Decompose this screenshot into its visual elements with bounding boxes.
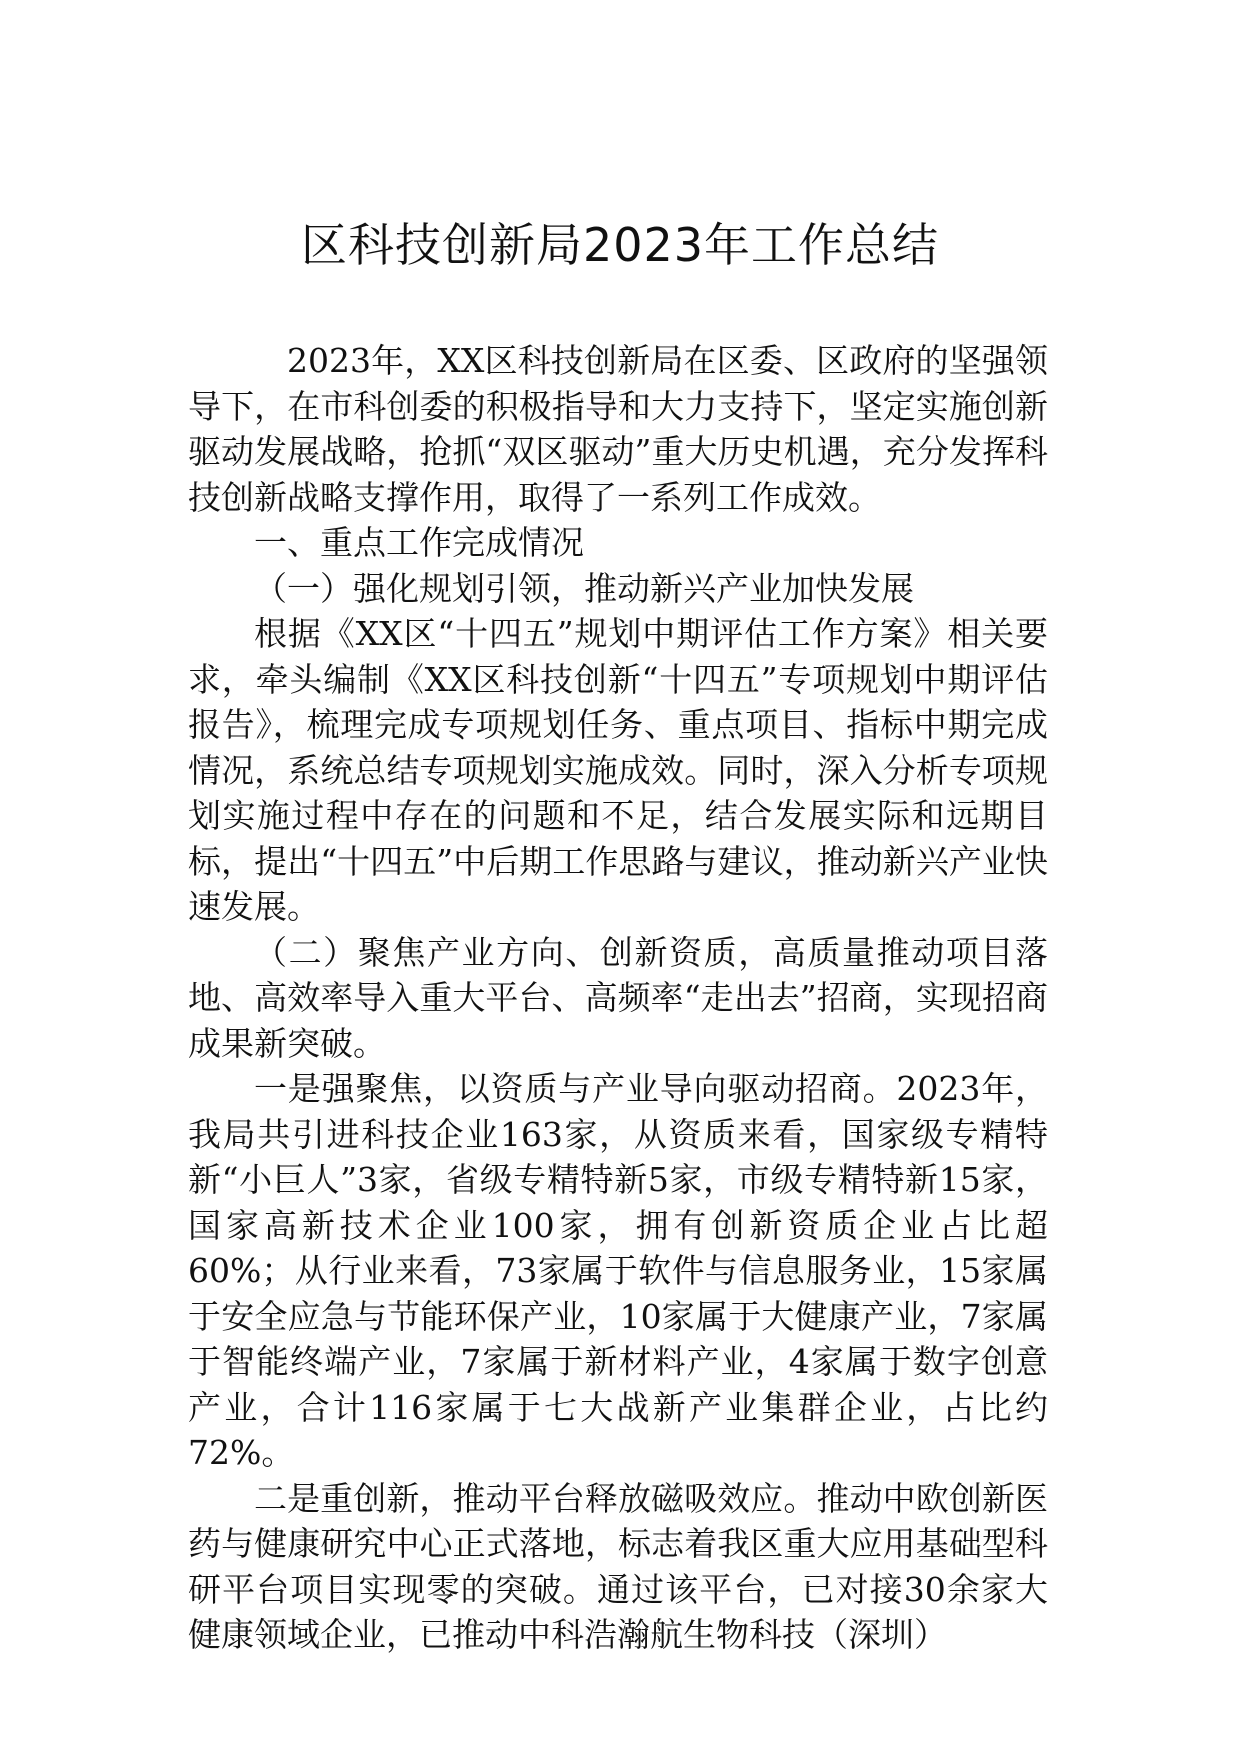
- body-paragraph: 二是重创新，推动平台释放磁吸效应。推动中欧创新医药与健康研究中心正式落地，标志着我区重大应用基础型科研平台项目实现零的突破。通过该平台，已对接30余家大健康领域企业，已推动中科浩瀚航生物科技（深圳）: [188, 1478, 1048, 1654]
- subsection-heading-2: （二）聚焦产业方向、创新资质，高质量推动项目落地、高效率导入重大平台、高频率“走出去”招商，实现招商成果新突破。: [188, 932, 1048, 1063]
- document-body: [188, 338, 1048, 1658]
- document-title: 区科技创新局2023年工作总结: [300, 218, 940, 272]
- body-paragraph: 根据《XX区“十四五”规划中期评估工作方案》相关要求，牵头编制《XX区科技创新“十四五”专项规划中期评估报告》，梳理完成专项规划任务、重点项目、指标中期完成情况，系统总结专项规划实施成效。同时，深入分析专项规划实施过程中存在的问题和不足，结合发展实际和远期目标，提出“十四五”中后期工作思路与建议，推动新兴产业快速发展。: [188, 614, 1048, 926]
- section-heading-1: 一、重点工作完成情况: [254, 523, 584, 562]
- subsection-heading-1: （一）强化规划引领，推动新兴产业加快发展: [254, 568, 914, 608]
- intro-paragraph: 2023年，XX区科技创新局在区委、区政府的坚强领导下，在市科创委的积极指导和大力支持下，坚定实施创新驱动发展战略，抢抓“双区驱动”重大历史机遇，充分发挥科技创新战略支撑作用，取得了一系列工作成效。: [188, 341, 1048, 517]
- body-paragraph: 一是强聚焦，以资质与产业导向驱动招商。2023年，我局共引进科技企业163家，从资质来看，国家级专精特新“小巨人”3家，省级专精特新5家，市级专精特新15家，国家高新技术企业100家，拥有创新资质企业占比超60%；从行业来看，73家属于软件与信息服务业，15家属于安全应急与节能环保产业，10家属于大健康产业，7家属于智能终端产业，7家属于新材料产业，4家属于数字创意产业，合计116家属于七大战新产业集群企业，占比约72%。: [188, 1069, 1048, 1472]
